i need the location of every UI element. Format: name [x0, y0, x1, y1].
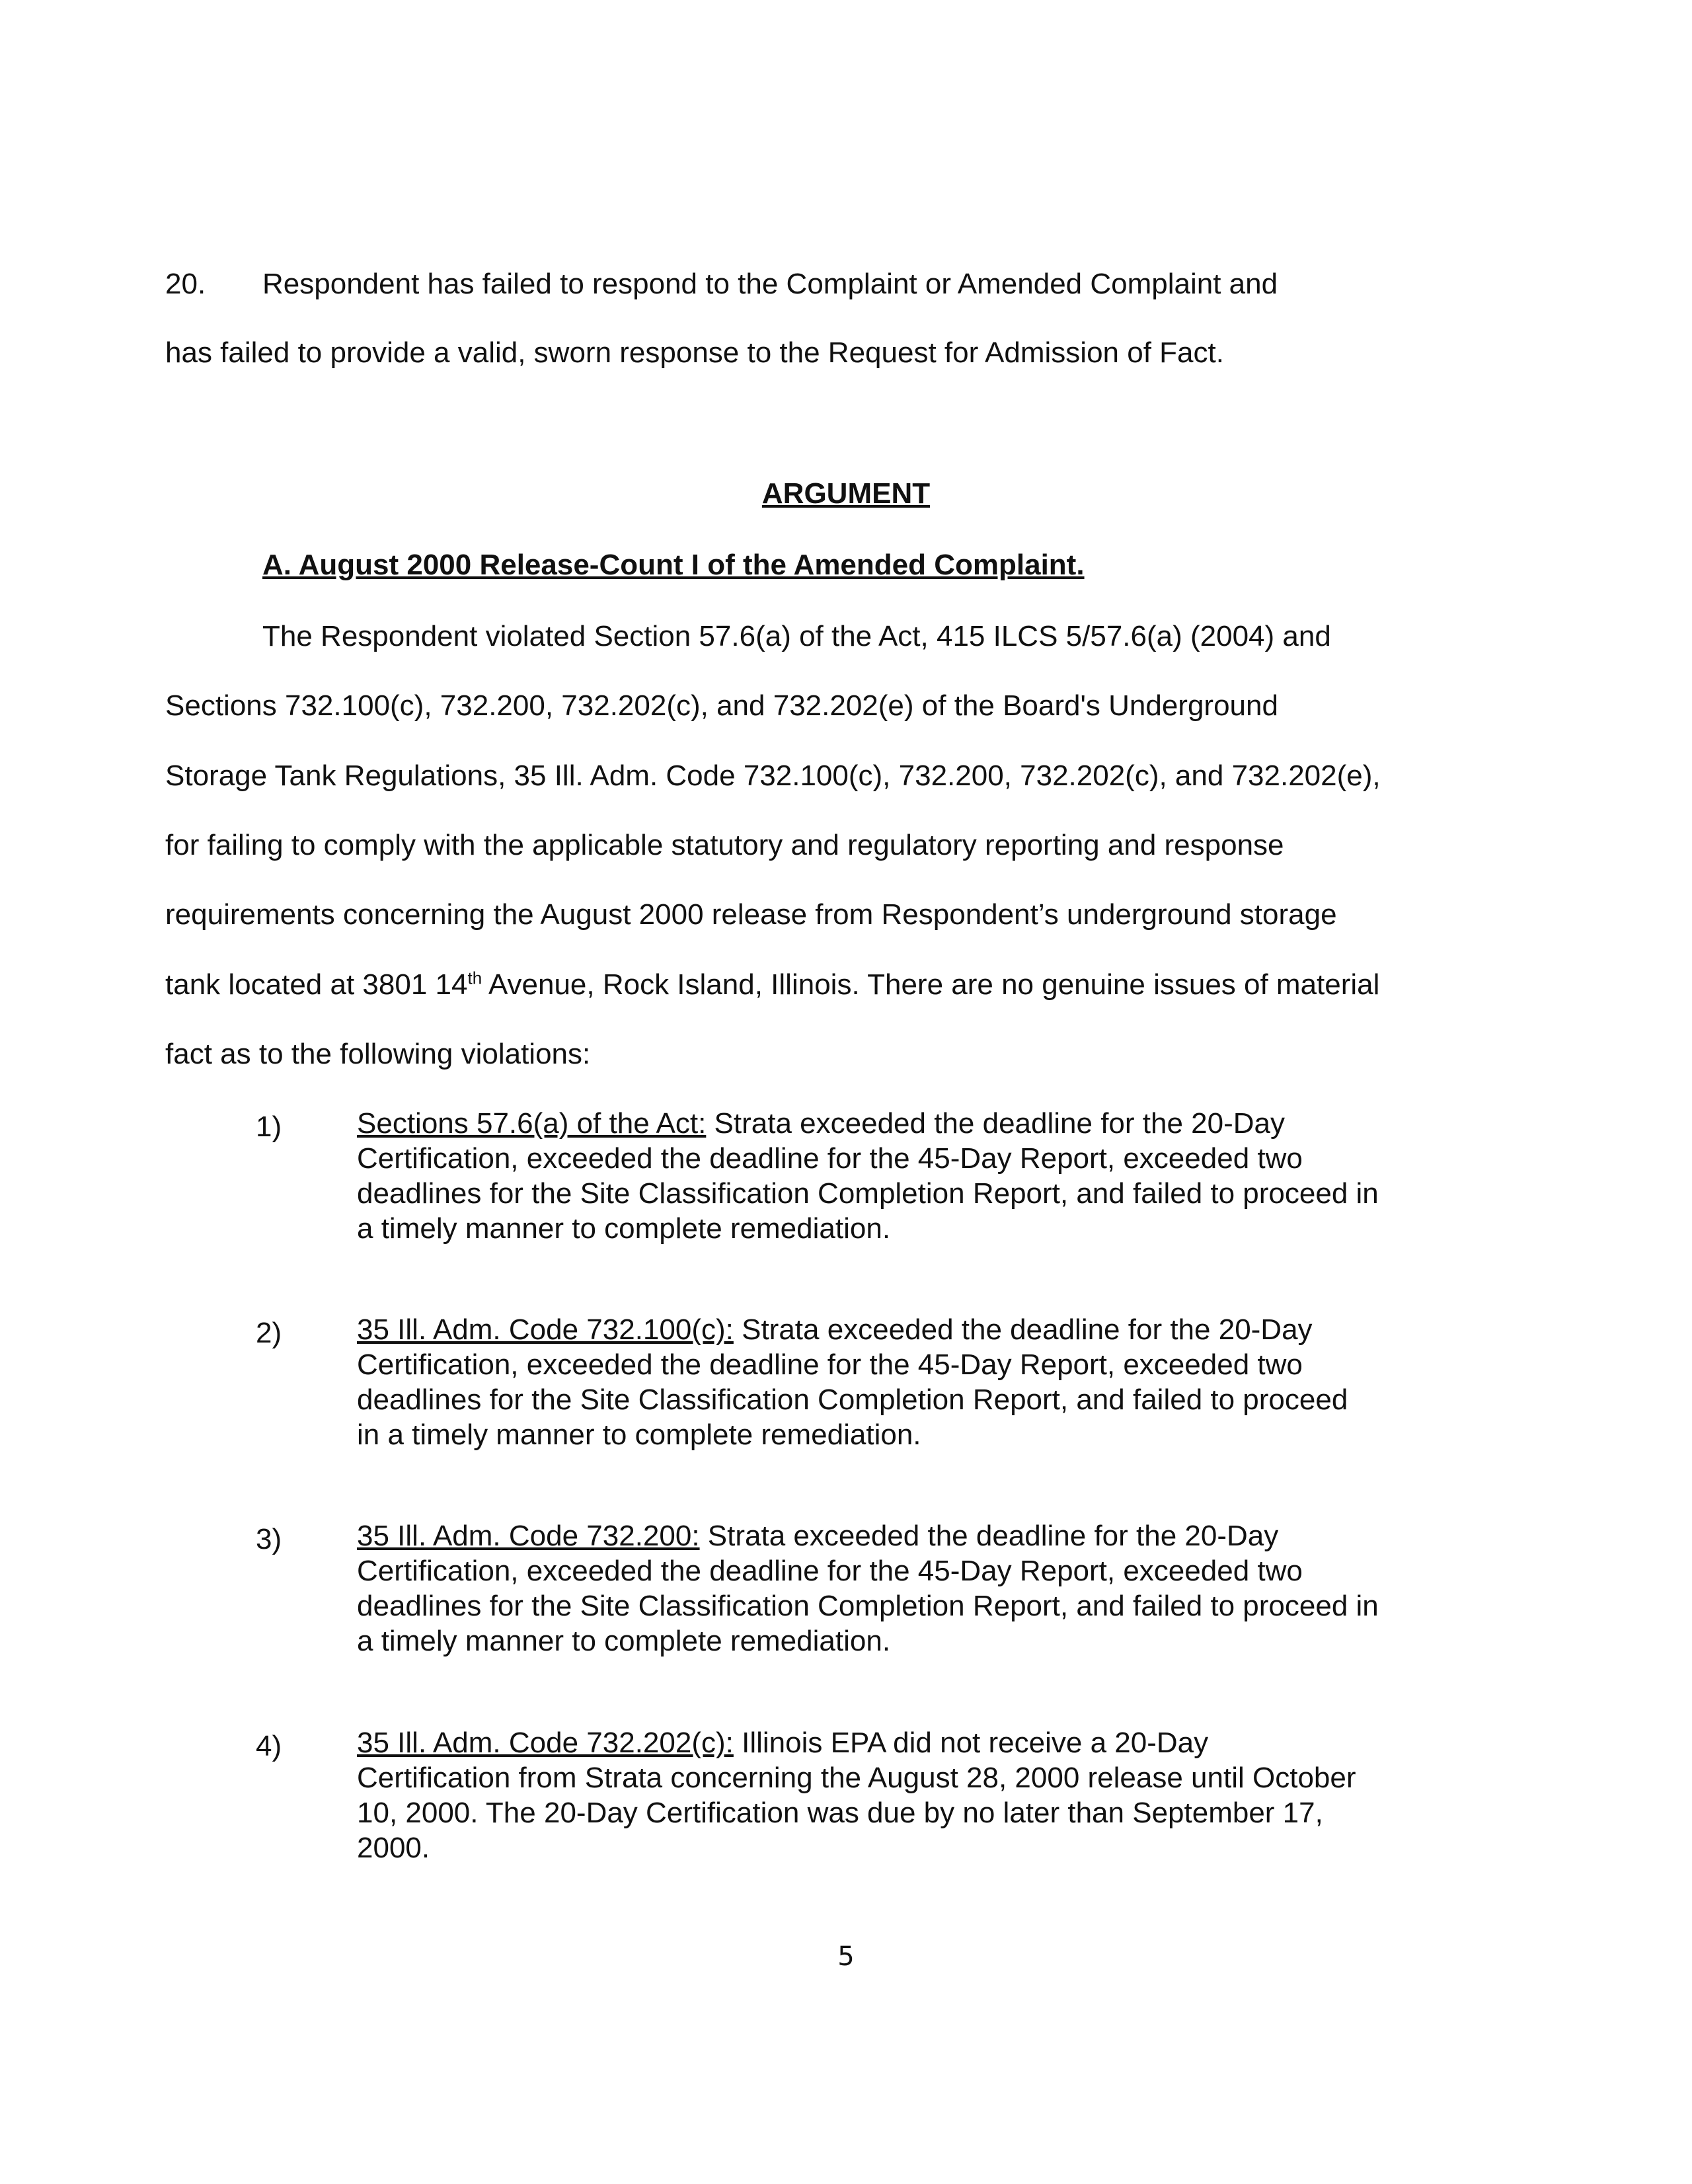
ordinal-suffix: th [467, 968, 482, 988]
item-text [357, 1725, 1362, 1865]
paragraph-text: Respondent has failed to respond to the Complaint or Amended Complaint and [262, 268, 1278, 300]
item-number: 4) [256, 1730, 282, 1762]
item-text [357, 1518, 1401, 1658]
item-citation: Sections 57.6(a) of the Act: [357, 1107, 707, 1140]
paragraph-20-line-2: has failed to provide a valid, sworn response to the Request for Admission of Fact. [165, 336, 1224, 369]
item-citation: 35 Ill. Adm. Code 732.200: [357, 1520, 700, 1552]
item-description: Strata exceeded the deadline for the 20-Day Certification, exceeded the deadline for the 45-Day Report, exceeded two deadlines for the Site Classification Completion Report, and failed to proceed in a timely manner to complete remediation. [357, 1520, 1379, 1657]
body-line-2: Sections 732.100(c), 732.200, 732.202(c), and 732.202(e) of the Board's Underground [165, 689, 1278, 722]
item-text [357, 1106, 1401, 1246]
item-description: Strata exceeded the deadline for the 20-Day Certification, exceeded the deadline for the 45-Day Report, exceeded two deadlines for the Site Classification Completion Report, and failed to proceed in a timely manner to complete remediation. [357, 1107, 1379, 1245]
paragraph-number: 20. [165, 268, 206, 300]
body-line-3: Storage Tank Regulations, 35 Ill. Adm. Code 732.100(c), 732.200, 732.202(c), and 732.202(e), [165, 760, 1381, 792]
body-line-6 [165, 970, 1379, 999]
item-number: 3) [256, 1523, 282, 1555]
page-number: 5 [837, 1941, 855, 1972]
item-citation: 35 Ill. Adm. Code 732.202(c): [357, 1727, 734, 1759]
body-line-5: requirements concerning the August 2000 release from Respondent’s underground storage [165, 898, 1337, 931]
item-citation: 35 Ill. Adm. Code 732.100(c): [357, 1313, 734, 1346]
section-a-heading: A. August 2000 Release-Count I of the Amended Complaint. [262, 549, 1085, 581]
item-number: 2) [256, 1317, 282, 1349]
body-line-6-end: Avenue, Rock Island, Illinois. There are no genuine issues of material [482, 968, 1380, 1001]
paragraph-20-line-1 [165, 270, 1278, 299]
argument-heading: ARGUMENT [761, 477, 931, 510]
item-description: Illinois EPA did not receive a 20-Day Certification from Strata concerning the August 28, 2000 release until October 10, 2000. The 20-Day Certification was due by no later than September 17, 2000. [357, 1727, 1356, 1864]
body-line-6-start: tank located at 3801 14 [165, 968, 468, 1001]
item-description: Strata exceeded the deadline for the 20-Day Certification, exceeded the deadline for the 45-Day Report, exceeded two deadlines for the Site Classification Completion Report, and failed to proceed in a timely manner to complete remediation. [357, 1313, 1348, 1451]
item-number: 1) [256, 1111, 282, 1143]
body-line-4: for failing to comply with the applicable statutory and regulatory reporting and response [165, 829, 1284, 861]
item-text [357, 1312, 1375, 1452]
body-line-1: The Respondent violated Section 57.6(a) of the Act, 415 ILCS 5/57.6(a) (2004) and [262, 620, 1331, 652]
body-line-7: fact as to the following violations: [165, 1038, 591, 1070]
